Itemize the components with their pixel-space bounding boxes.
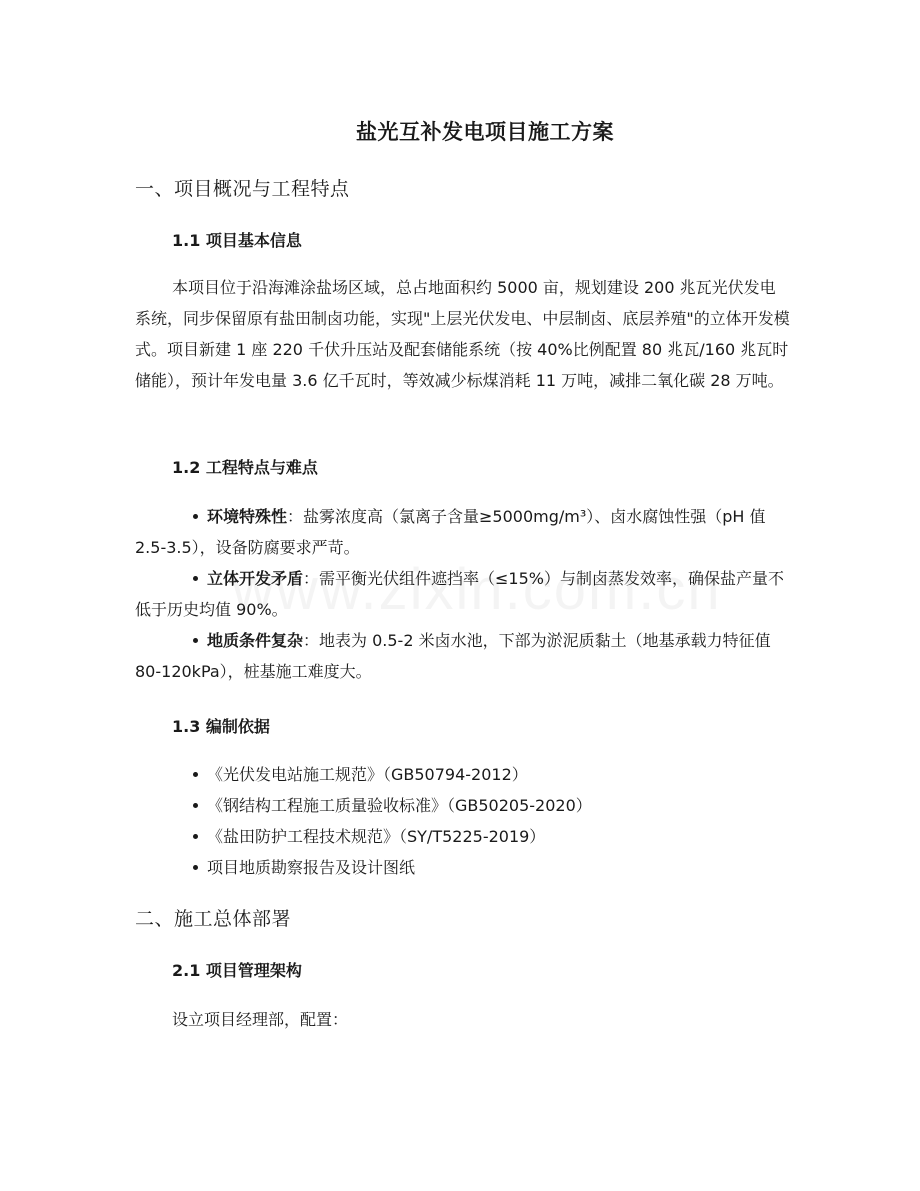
list-item — [135, 501, 792, 563]
list-item — [135, 821, 792, 852]
subsection-heading-1-3: 1.3 编制依据 — [172, 717, 270, 736]
bullet-icon — [193, 514, 198, 519]
subsection-heading-1-1: 1.1 项目基本信息 — [172, 231, 302, 250]
bullet-icon — [193, 834, 198, 839]
list-item — [135, 790, 792, 821]
item-text: ：需平衡光伏组件遮挡率（≤15%）与制卤蒸发效率，确保盐产量不低于历史均值 90%。 — [135, 569, 784, 619]
bullet-icon — [193, 576, 198, 581]
references-list — [172, 759, 792, 883]
list-item — [135, 852, 792, 883]
item-label: 立体开发矛盾 — [207, 569, 304, 588]
subsection-heading-1-2: 1.2 工程特点与难点 — [172, 458, 318, 477]
page-title: 盐光互补发电项目施工方案 — [356, 120, 614, 144]
item-text: 《钢结构工程施工质量验收标准》（GB50205-2020） — [207, 796, 592, 815]
bullet-icon — [193, 638, 198, 643]
project-info-paragraph: 本项目位于沿海滩涂盐场区域，总占地面积约 5000 亩，规划建设 200 兆瓦光伏发电系统，同步保留原有盐田制卤功能，实现"上层光伏发电、中层制卤、底层养殖"的立体开发模式。项目新建 1 座 220 千伏升压站及配套储能系统（按 40%比例配置 80 兆瓦/160 兆瓦时储能），预计年发电量 3.6 亿千瓦时，等效减少标煤消耗 11 万吨，减排二氧化碳 28 万吨。 — [135, 278, 790, 390]
section-heading-1: 一、项目概况与工程特点 — [135, 178, 350, 200]
item-text: 项目地质勘察报告及设计图纸 — [207, 858, 416, 877]
item-label: 地质条件复杂 — [207, 631, 304, 650]
list-item — [135, 563, 792, 625]
features-list — [135, 501, 792, 687]
list-item — [135, 625, 792, 687]
bullet-icon — [193, 803, 198, 808]
bullet-icon — [193, 772, 198, 777]
item-text: 《光伏发电站施工规范》（GB50794-2012） — [207, 765, 528, 784]
item-label: 环境特殊性 — [207, 507, 288, 526]
item-text: ：盐雾浓度高（氯离子含量≥5000mg/m³）、卤水腐蚀性强（pH 值 2.5-3.5），设备防腐要求严苛。 — [135, 507, 766, 557]
list-item — [135, 759, 792, 790]
item-text: 《盐田防护工程技术规范》（SY/T5225-2019） — [207, 827, 546, 846]
bullet-icon — [193, 865, 198, 870]
management-paragraph: 设立项目经理部，配置： — [172, 1010, 349, 1029]
section-heading-2: 二、施工总体部署 — [135, 908, 292, 930]
item-text: ：地表为 0.5-2 米卤水池，下部为淤泥质黏土（地基承载力特征值 80-120kPa），桩基施工难度大。 — [135, 631, 771, 681]
subsection-heading-2-1: 2.1 项目管理架构 — [172, 961, 302, 980]
